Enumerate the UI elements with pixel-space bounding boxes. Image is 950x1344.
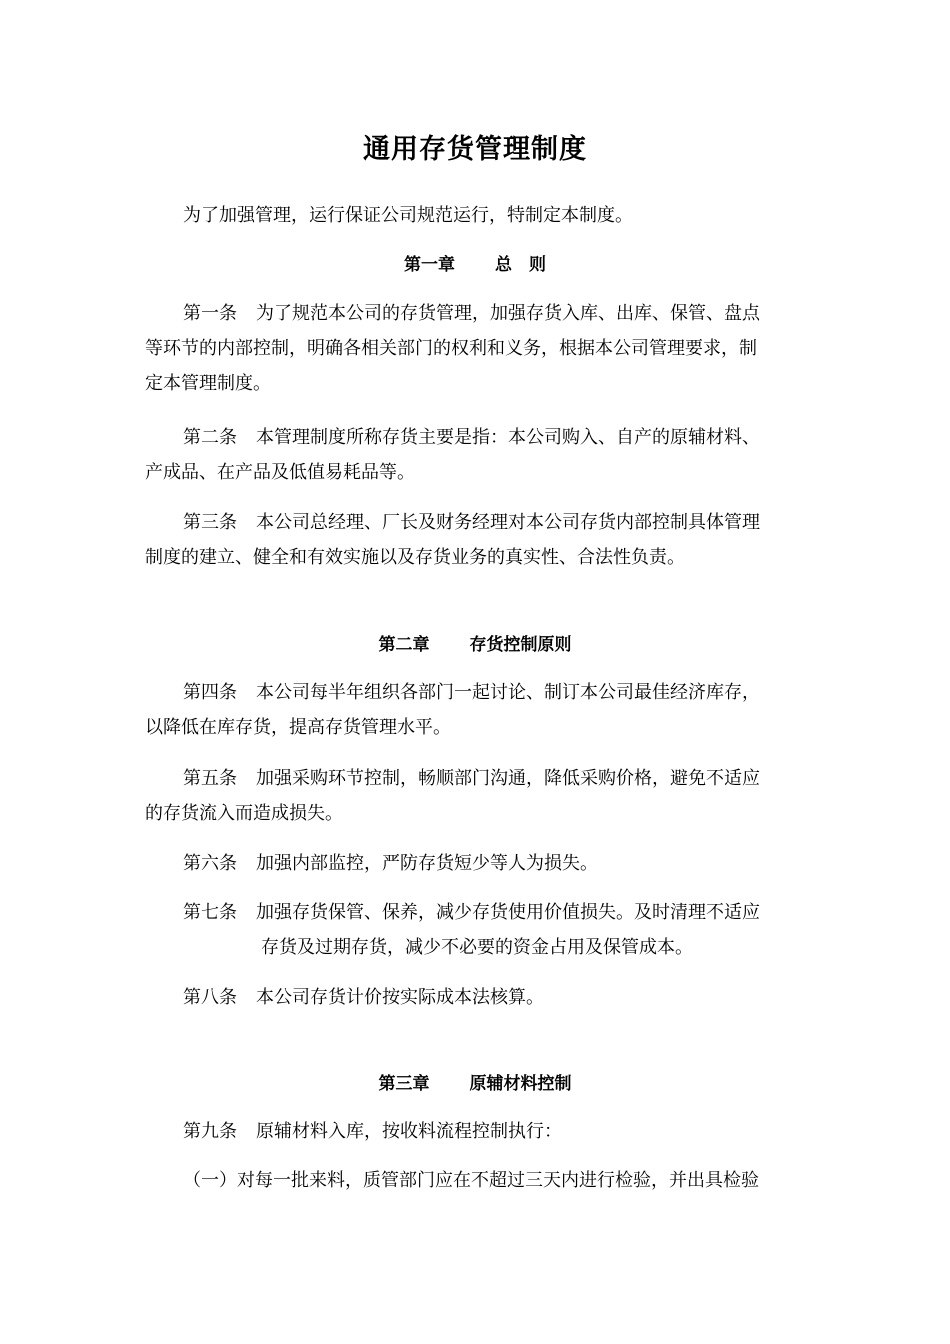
article-1	[145, 296, 810, 401]
chapter-3-heading	[0, 1070, 950, 1098]
item-1	[183, 1163, 810, 1198]
article-4-number: 第四条	[183, 682, 237, 703]
chapter-3-name: 原辅材料控制	[469, 1074, 572, 1094]
article-7-line-1: 加强存货保管、保养，减少存货使用价值损失。及时清理不适应	[256, 902, 760, 923]
article-4	[145, 675, 810, 745]
article-1-line-3: 定本管理制度。	[145, 373, 271, 394]
article-4-line-1: 本公司每半年组织各部门一起讨论、制订本公司最佳经济库存，	[256, 682, 760, 703]
chapter-2-name: 存货控制原则	[469, 635, 572, 655]
chapter-1-number: 第一章	[404, 255, 455, 275]
article-2	[145, 420, 810, 490]
article-1-number: 第一条	[183, 303, 237, 324]
chapter-2-number: 第二章	[378, 635, 430, 655]
chapter-3-number: 第三章	[378, 1074, 430, 1094]
item-1-line-1: （一）对每一批来料，质管部门应在不超过三天内进行检验，并出具检验	[183, 1170, 759, 1191]
article-9	[145, 1114, 810, 1149]
article-5-line-1: 加强采购环节控制，畅顺部门沟通，降低采购价格，避免不适应	[256, 768, 760, 789]
article-3-line-2: 制度的建立、健全和有效实施以及存货业务的真实性、合法性负责。	[145, 547, 685, 568]
article-9-number: 第九条	[183, 1121, 237, 1142]
article-3	[145, 505, 810, 575]
article-9-line-1: 原辅材料入库，按收料流程控制执行：	[256, 1121, 562, 1142]
article-2-number: 第二条	[183, 427, 237, 448]
article-8-line-1: 本公司存货计价按实际成本法核算。	[256, 987, 544, 1008]
article-5-number: 第五条	[183, 768, 237, 789]
article-7-number: 第七条	[183, 902, 237, 923]
chapter-1-name: 总 则	[495, 255, 546, 275]
article-7	[145, 895, 810, 965]
article-4-line-2: 以降低在库存货，提高存货管理水平。	[145, 717, 451, 738]
article-6	[145, 846, 810, 881]
chapter-2-heading	[0, 631, 950, 659]
article-3-number: 第三条	[183, 512, 237, 533]
article-2-line-1: 本管理制度所称存货主要是指：本公司购入、自产的原辅材料、	[256, 427, 760, 448]
chapter-1-heading	[0, 251, 950, 279]
article-2-line-2: 产成品、在产品及低值易耗品等。	[145, 462, 415, 483]
article-1-line-2: 等环节的内部控制，明确各相关部门的权利和义务，根据本公司管理要求，制	[145, 338, 757, 359]
intro-text: 为了加强管理，运行保证公司规范运行，特制定本制度。	[183, 205, 633, 226]
intro-paragraph	[145, 198, 810, 233]
article-7-line-2: 存货及过期存货，减少不必要的资金占用及保管成本。	[261, 937, 693, 958]
article-6-line-1: 加强内部监控，严防存货短少等人为损失。	[256, 853, 598, 874]
article-8	[145, 980, 810, 1015]
article-1-line-1: 为了规范本公司的存货管理，加强存货入库、出库、保管、盘点	[256, 303, 760, 324]
document-title: 通用存货管理制度	[363, 134, 587, 165]
article-5-line-2: 的存货流入而造成损失。	[145, 803, 343, 824]
article-6-number: 第六条	[183, 853, 237, 874]
article-5	[145, 761, 810, 831]
article-3-line-1: 本公司总经理、厂长及财务经理对本公司存货内部控制具体管理	[256, 512, 760, 533]
article-8-number: 第八条	[183, 987, 237, 1008]
